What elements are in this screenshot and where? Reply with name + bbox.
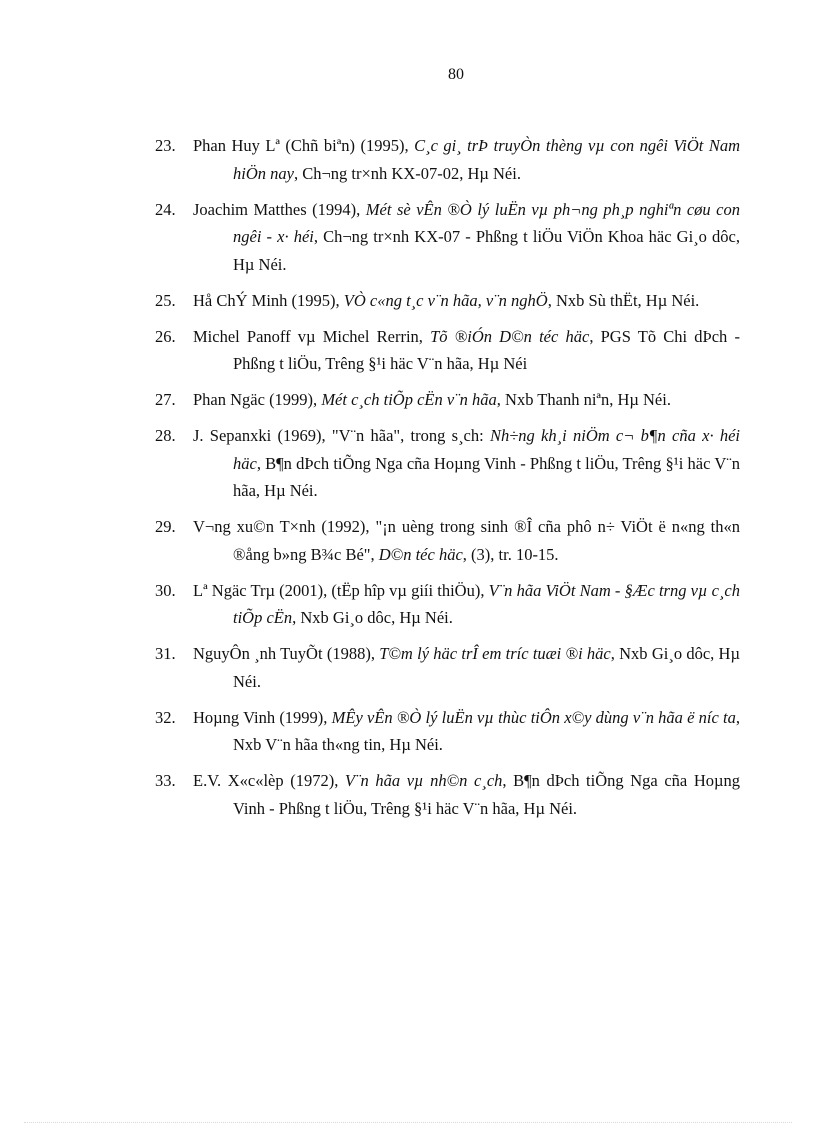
- reference-title: C¸c gi¸ trÞ truyÒn thèng vµ con ngêi ViÖt Nam hiÖn nay: [233, 136, 741, 183]
- reference-details: , Nxb Gi¸o dôc, Hµ Néi.: [292, 608, 453, 627]
- reference-details: , Nxb Gi¸o dôc, Hµ Néi.: [233, 644, 740, 691]
- reference-details: , Nxb Thanh niªn, Hµ Néi.: [496, 390, 671, 409]
- reference-author: Hå ChÝ Minh (1995),: [193, 290, 344, 310]
- reference-title: Tõ ®iÓn D©n téc häc: [430, 326, 590, 346]
- reference-item-33: [155, 767, 740, 822]
- reference-item-29: [155, 513, 740, 568]
- reference-item-23: [155, 132, 740, 187]
- reference-list: [155, 132, 740, 831]
- reference-item-28: [155, 422, 740, 505]
- reference-author: V¬ng xu©n T×nh (1992), "¡n uèng trong sinh ®Î cña phô n÷ ViÖt ë n«ng th«n ®ång b»ng B¾c Bé",: [193, 517, 740, 564]
- reference-item-24: [155, 196, 740, 279]
- reference-title: Nh÷ng kh¸i niÖm c¬ b¶n cña x· héi häc: [233, 426, 740, 473]
- reference-author: Lª Ngäc Trµ (2001), (tËp hîp vµ giíi thiÖu),: [193, 580, 489, 600]
- reference-number: 27.: [155, 390, 176, 409]
- reference-details: , B¶n dÞch tiÕng Nga cña Hoµng Vinh - Phßng t liÖu, Trêng §¹i häc V¨n hãa, Hµ Néi.: [233, 453, 740, 500]
- reference-item-26: [155, 323, 740, 378]
- reference-details: , Nxb V¨n hãa th«ng tin, Hµ Néi.: [233, 707, 741, 754]
- reference-number: 33.: [155, 771, 176, 790]
- reference-details: , Ch¬ng tr×nh KX-07 - Phßng t liÖu ViÖn Khoa häc Gi¸o dôc, Hµ Néi.: [233, 227, 740, 274]
- reference-author: J. Sepanxki (1969), "V¨n hãa", trong s¸ch:: [193, 426, 490, 445]
- reference-details: , Ch¬ng tr×nh KX-07-02, Hµ Néi.: [293, 163, 521, 183]
- reference-details: , B¶n dÞch tiÕng Nga cña Hoµng Vinh - Phßng t liÖu, Trêng §¹i häc V¨n hãa, Hµ Néi.: [233, 771, 740, 818]
- reference-number: 26.: [155, 326, 176, 346]
- reference-title: V¨n hãa ViÖt Nam - §Æc trng vµ c¸ch tiÕp cËn: [233, 580, 740, 627]
- reference-item-32: [155, 704, 740, 759]
- reference-title: VÒ c«ng t¸c v¨n hãa, v¨n nghÖ: [343, 290, 548, 310]
- reference-number: 23.: [155, 136, 176, 155]
- reference-title: MÊy vÊn ®Ò lý luËn vµ thùc tiÔn x©y dùng v¨n hãa ë níc ta: [331, 707, 736, 727]
- reference-details: , PGS Tõ Chi dÞch - Phßng t liÖu, Trêng §¹i häc V¨n hãa, Hµ Néi: [233, 326, 740, 373]
- reference-title: Mét sè vÊn ®Ò lý luËn vµ ph¬ng ph¸p nghiªn cøu con ngêi - x· héi: [233, 199, 740, 246]
- reference-number: 25.: [155, 290, 176, 310]
- reference-author: E.V. X«c«lèp (1972),: [193, 771, 345, 790]
- reference-number: 24.: [155, 199, 176, 219]
- reference-number: 29.: [155, 517, 176, 536]
- reference-item-31: [155, 640, 740, 695]
- reference-item-25: [155, 287, 740, 315]
- reference-author: Phan Ngäc (1999),: [193, 390, 322, 409]
- reference-title: D©n téc häc: [378, 544, 463, 564]
- reference-number: 30.: [155, 580, 176, 600]
- reference-author: Hoµng Vinh (1999),: [193, 707, 332, 727]
- reference-author: Michel Panoff vµ Michel Rerrin,: [193, 326, 431, 346]
- reference-title: Mét c¸ch tiÕp cËn v¨n hãa: [321, 390, 497, 409]
- reference-author: Joachim Matthes (1994),: [193, 199, 366, 219]
- reference-title: T©m lý häc trÎ em tríc tuæi ®i häc: [379, 644, 611, 663]
- reference-author: Phan Huy Lª (Chñ biªn) (1995),: [193, 136, 415, 155]
- reference-number: 28.: [155, 426, 176, 445]
- reference-author: NguyÔn ¸nh TuyÕt (1988),: [193, 644, 380, 663]
- reference-item-27: [155, 386, 740, 414]
- reference-number: 32.: [155, 707, 176, 727]
- reference-details: , (3), tr. 10-15.: [462, 544, 559, 564]
- reference-details: , Nxb Sù thËt, Hµ Néi.: [547, 290, 700, 310]
- page-number: 80: [448, 66, 464, 83]
- reference-number: 31.: [155, 644, 176, 663]
- reference-title: V¨n hãa vµ nh©n c¸ch: [344, 771, 503, 790]
- reference-item-30: [155, 577, 740, 632]
